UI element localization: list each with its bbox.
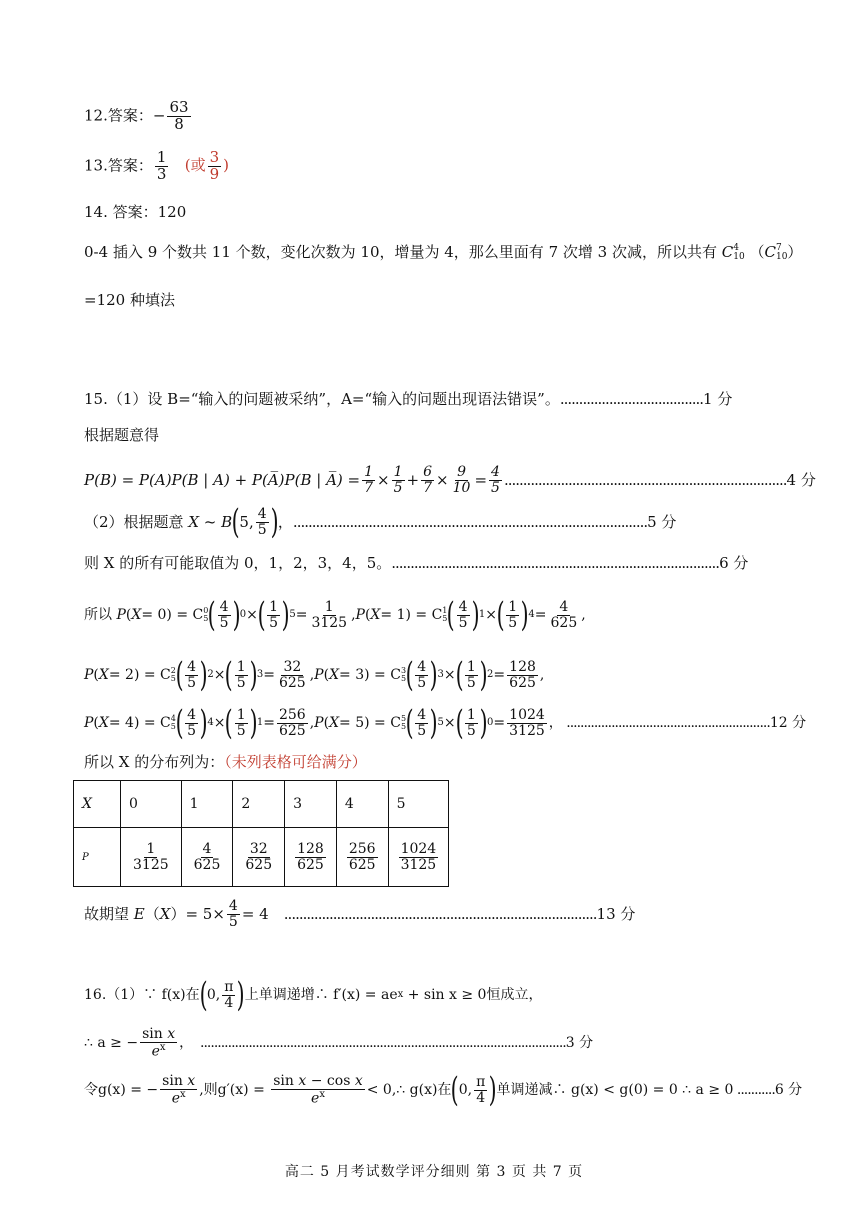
distribution-table	[73, 780, 449, 887]
answer-12-fraction: $\frac{63}{8}$	[169, 98, 189, 133]
q15-part1: 15.（1）设 B=“输入的问题被采纳”，A=“输入的问题出现语法错误”。......................................1 分	[84, 390, 733, 408]
answer-14-explanation: 0-4 插入 9 个数共 11 个数，变化次数为 10，增量为 4，那么里面有 7 次增 3 次减，所以共有 C 4 10 （C 7 10 ）	[84, 243, 803, 262]
q15-dist-intro: 所以 X 的分布列为：（未列表格可给满分）	[84, 753, 367, 771]
answer-12-label: 12.答案：	[84, 106, 153, 125]
q15-intro: 根据题意得	[84, 426, 160, 444]
q15-prob-45: P ( X = 4) = C 4 5 ( $\frac{4}{5}$ ) 4 × ( $\frac{1}{5}$ ) 1 = $\frac{256}{625}$ , P ( X = 5) = C 5 5 ( $\frac{4}{5}$ ) 5 × ( $\frac{1}{5}$ ) 0 = $\frac{1024}{3125}$ ， ........................................................... 12 分	[84, 703, 807, 743]
page-footer: 高二 5 月考试数学评分细则 第 3 页 共 7 页	[284, 1164, 584, 1180]
q16-part1: 16.（1）∵ f(x)在 ( 0, $\frac{\pi}{4}$ ) 上单调递增∴ f′(x) = ae x + sin x ≥ 0恒成立，	[84, 975, 543, 1015]
answer-14-result: =120 种填法	[84, 291, 175, 309]
q15-expectation: 故期望 E （ X ）= 5× $\frac{4}{5}$ = 4 ................................................................................... 13 分	[84, 897, 636, 930]
answer-13: 13.答案： $\frac{1}{3}$ (或 $\frac{3}{9}$ )	[84, 148, 229, 183]
q16-monotonic: 令g(x) = − $\frac{\text{sin x}}{e^x}$ ,则g′(x) = $\frac{\text{sin x − cos x}}{e^x}$ < 0,∴ g(x)在 ( 0, $\frac{\pi}{4}$ ) 单调递减∴ g(x) < g(0) = 0 ∴ a ≥ 0 ........... 6 分	[84, 1070, 803, 1110]
q15-values: 则 X 的所有可能取值为 0，1，2，3，4，5。.......................................................................................6 分	[84, 554, 749, 572]
table-row: P $\frac{1}{3125}$ $\frac{4}{625}$ $\frac{32}{625}$ $\frac{128}{625}$ $\frac{256}{625}$ $\frac{1024}{3125}$	[74, 828, 449, 887]
answer-13-label: 13.答案：	[84, 156, 153, 175]
q15-prob-01: 所以 P ( X = 0) = C 0 5 ( $\frac{4}{5}$ ) 0 × ( $\frac{1}{5}$ ) 5 = $\frac{1}{3125}$ , P ( X = 1) = C 1 5 ( $\frac{4}{5}$ ) 1 × ( $\frac{1}{5}$ ) 4 = $\frac{4}{625}$ ,	[84, 595, 586, 635]
q15-part2: （2）根据题意 X ~ B ( 5, $\frac{4}{5}$ ) ， .............................................................................................. 5 分	[84, 502, 677, 542]
table-row: X 0 1 2 3 4 5	[74, 781, 449, 828]
q15-prob-23: P ( X = 2) = C 2 5 ( $\frac{4}{5}$ ) 2 × ( $\frac{1}{5}$ ) 3 = $\frac{32}{625}$ , P ( X = 3) = C 3 5 ( $\frac{4}{5}$ ) 3 × ( $\frac{1}{5}$ ) 2 = $\frac{128}{625}$ ,	[84, 655, 545, 695]
q16-condition: ∴ a ≥ − $\frac{\text{sin x}}{e^x}$ ， .......................................................................................................... 3 分	[84, 1025, 594, 1060]
q15-formula-pb: P(B) = P(A)P(B | A) + P(A̅)P(B | A̅) = $\frac{1}{7}$ × $\frac{1}{5}$ + $\frac{6}{7}$ × $\frac{9}{10}$ = $\frac{4}{5}$ ........................................................................... 4 分	[84, 463, 816, 496]
score-label: 1 分	[703, 390, 733, 408]
answer-12: 12.答案：− $\frac{63}{8}$	[84, 98, 189, 133]
answer-13-alt: (或 $\frac{3}{9}$ )	[184, 148, 229, 183]
answer-14: 14. 答案：120	[84, 203, 187, 221]
